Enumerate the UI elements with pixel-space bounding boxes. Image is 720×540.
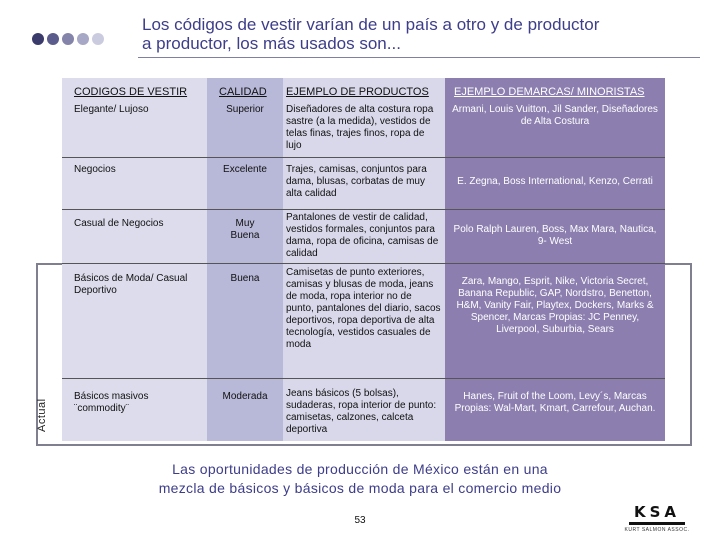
- header-calidad: CALIDAD: [219, 86, 267, 98]
- title-divider: [138, 57, 700, 58]
- side-label-actual: Actual: [36, 398, 48, 432]
- slide-title: [142, 15, 702, 53]
- table-cell-quality: Superior: [226, 104, 264, 115]
- dot-5: [92, 33, 104, 45]
- table-cell-brands: Armani, Louis Vuitton, Jil Sander, Diseñadores de Alta Costura: [452, 104, 658, 127]
- table-cell-brands: E. Zegna, Boss International, Kenzo, Cerrati: [457, 176, 653, 187]
- table-cell-products: Diseñadores de alta costura ropa sastre (a la medida), vestidos de telas finas, trajes finos, ropa de lujo: [286, 104, 434, 151]
- column-bg-codes: [62, 78, 207, 441]
- title-line-1: Los códigos de vestir varían de un país a otro y de productor: [142, 15, 600, 34]
- ksa-logo: [622, 503, 692, 533]
- header-ejemplo-marcas: EJEMPLO DEMARCAS/ MINORISTAS: [454, 86, 645, 98]
- dot-2: [47, 33, 59, 45]
- table-cell-quality: Muy Buena: [230, 218, 260, 241]
- table-cell-products: Camisetas de punto exteriores, camisas y blusas de moda, jeans de moda, ropa interior no de punto, pantalones del diario, sacos deportivos, ropa deportiva de alta tecnología, vestidos casuales de moda: [286, 267, 441, 350]
- table-cell-products: Jeans básicos (5 bolsas), sudaderas, ropa interior de punto: camisetas, calzones, calceta deportiva: [286, 388, 437, 435]
- bottom-line-2: mezcla de básicos y básicos de moda para el comercio medio: [158, 480, 562, 496]
- logo-subtext: KURT SALMON ASSOC.: [624, 527, 690, 533]
- table-cell-code: Negocios: [74, 164, 116, 175]
- table-cell-quality: Buena: [230, 273, 260, 284]
- row-divider: [62, 263, 665, 264]
- row-divider: [62, 157, 665, 158]
- bottom-statement: [100, 460, 620, 498]
- table-cell-brands: Zara, Mango, Esprit, Nike, Victoria Secret, Banana Republic, GAP, Nordstro, Benetton, H&M, Vanity Fair, Playtex, Dockers, Marks & Spencer, Marcas Propias: JC Penney, Liverpool, Suburbia, Sears: [456, 276, 654, 335]
- logo-underline: [629, 522, 685, 525]
- table-cell-brands: Hanes, Fruit of the Loom, Levy´s, Marcas Propias: Wal-Mart, Kmart, Carrefour, Auchan.: [454, 391, 656, 414]
- header-codigos: CODIGOS DE VESTIR: [74, 86, 188, 98]
- dot-4: [77, 33, 89, 45]
- dot-3: [62, 33, 74, 45]
- table-cell-code: Casual de Negocios: [74, 218, 164, 229]
- title-line-2: a productor, los más usados son...: [142, 34, 401, 53]
- row-divider: [62, 209, 665, 210]
- column-bg-quality: [207, 78, 283, 441]
- dot-1: [32, 33, 44, 45]
- row-divider: [62, 378, 665, 379]
- table-cell-code: Básicos masivos ¨commodity¨: [74, 391, 149, 414]
- logo-text: KSA: [633, 503, 681, 521]
- table-cell-quality: Excelente: [223, 164, 267, 175]
- table-cell-code: Elegante/ Lujoso: [74, 104, 149, 115]
- column-bg-brands: [445, 78, 665, 441]
- actual-bracket-right: [690, 263, 692, 446]
- table-cell-brands: Polo Ralph Lauren, Boss, Max Mara, Nautica, 9- West: [453, 224, 657, 247]
- table-cell-code: Básicos de Moda/ Casual Deportivo: [74, 273, 188, 296]
- table-cell-quality: Moderada: [222, 391, 268, 402]
- table-cell-products: Trajes, camisas, conjuntos para dama, blusas, corbatas de muy alta calidad: [286, 164, 427, 199]
- table-cell-products: Pantalones de vestir de calidad, vestidos formales, conjuntos para dama, ropa de oficina, camisas de calidad: [286, 212, 439, 259]
- title-dots: [32, 33, 104, 45]
- header-ejemplo-productos: EJEMPLO DE PRODUCTOS: [286, 86, 429, 98]
- page-number: 53: [354, 515, 366, 526]
- bottom-line-1: Las oportunidades de producción de México están en una: [172, 461, 548, 477]
